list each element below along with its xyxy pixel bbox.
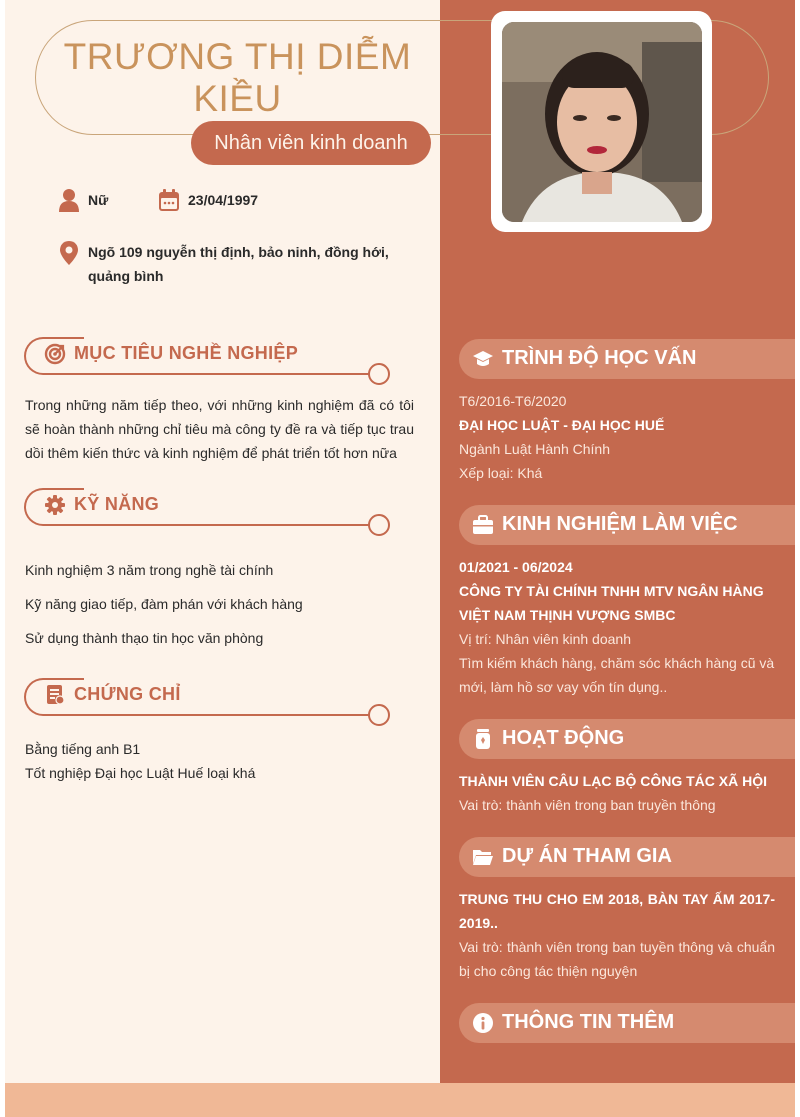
graduation-cap-icon: [472, 348, 494, 370]
education-section-header: [459, 339, 795, 379]
experience-description: Tìm kiếm khách hàng, chăm sóc khách hàng cũ và mới, làm hồ sơ vay vốn tín dụng..: [459, 655, 775, 695]
birthday-value: 23/04/1997: [188, 192, 259, 208]
education-school: ĐẠI HỌC LUẬT - ĐẠI HỌC HUẾ: [459, 417, 665, 433]
experience-title: KINH NGHIỆM LÀM VIỆC: [502, 513, 738, 535]
target-icon: [44, 343, 66, 365]
education-grade: Xếp loại: Khá: [459, 465, 543, 481]
certificate-icon: [44, 684, 66, 706]
activities-title: HOẠT ĐỘNG: [502, 727, 625, 749]
location-pin-icon: [58, 240, 80, 266]
education-period: T6/2016-T6/2020: [459, 393, 567, 409]
activities-section-header: [459, 719, 795, 759]
objective-title: MỤC TIÊU NGHỀ NGHIỆP: [74, 343, 299, 363]
skill-item: Kỹ năng giao tiếp, đàm phán với khách hàng: [25, 596, 303, 612]
briefcase-icon: [472, 514, 494, 536]
certificates-section-header: [24, 678, 392, 718]
skills-title: KỸ NĂNG: [74, 494, 160, 514]
certificate-item: Tốt nghiệp Đại học Luật Huế loại khá: [25, 765, 256, 781]
experience-section-header: [459, 505, 795, 545]
profile-photo: [502, 22, 702, 222]
activity-icon: [472, 728, 494, 750]
projects-title: DỰ ÁN THAM GIA: [502, 845, 672, 867]
footer-band: [5, 1083, 795, 1117]
education-major: Ngành Luật Hành Chính: [459, 441, 610, 457]
objective-section-header: [24, 337, 392, 377]
extra-info-section-header: [459, 1003, 795, 1043]
activity-name: THÀNH VIÊN CÂU LẠC BỘ CÔNG TÁC XÃ HỘI: [459, 773, 767, 789]
experience-period: 01/2021 - 06/2024: [459, 559, 573, 575]
skill-item: Sử dụng thành thạo tin học văn phòng: [25, 630, 264, 646]
job-title-badge: Nhân viên kinh doanh: [191, 121, 431, 165]
certificates-title: CHỨNG CHỈ: [74, 684, 181, 704]
objective-text: Trong những năm tiếp theo, với những kinh nghiệm đã có tôi sẽ hoàn thành những chỉ tiêu mà công ty đề ra và tiếp tục trau dồi thêm kiến thức và kinh nghiệm để phát triển tốt hơn nữa: [25, 397, 414, 461]
education-title: TRÌNH ĐỘ HỌC VẤN: [502, 347, 697, 369]
certificate-item: Bằng tiếng anh B1: [25, 741, 141, 757]
project-name: TRUNG THU CHO EM 2018, BÀN TAY ẤM 2017-2019..: [459, 891, 775, 931]
extra-info-title: THÔNG TIN THÊM: [502, 1011, 675, 1033]
gender-value: Nữ: [88, 192, 109, 208]
skill-item: Kinh nghiệm 3 năm trong nghề tài chính: [25, 562, 274, 578]
user-icon: [58, 188, 80, 212]
experience-position: Vị trí: Nhân viên kinh doanh: [459, 631, 631, 647]
address-row: [58, 240, 418, 288]
gender-row: [58, 188, 108, 212]
calendar-icon: [158, 188, 180, 212]
skills-section-header: [24, 488, 392, 528]
candidate-name: TRƯƠNG THỊ DIỄM KIỀU: [63, 36, 412, 119]
birthday-row: [158, 188, 258, 212]
folder-icon: [472, 846, 494, 868]
activity-role: Vai trò: thành viên trong ban truyền thông: [459, 797, 716, 813]
experience-company: CÔNG TY TÀI CHÍNH TNHH MTV NGÂN HÀNG VIỆT NAM THỊNH VƯỢNG SMBC: [459, 583, 764, 623]
projects-section-header: [459, 837, 795, 877]
info-icon: [472, 1012, 494, 1034]
gear-icon: [44, 494, 66, 516]
address-value: Ngõ 109 nguyễn thị định, bảo ninh, đồng hới, quảng bình: [88, 244, 389, 284]
project-role: Vai trò: thành viên trong ban tuyền thông và chuẩn bị cho công tác thiện nguyện: [459, 939, 775, 979]
